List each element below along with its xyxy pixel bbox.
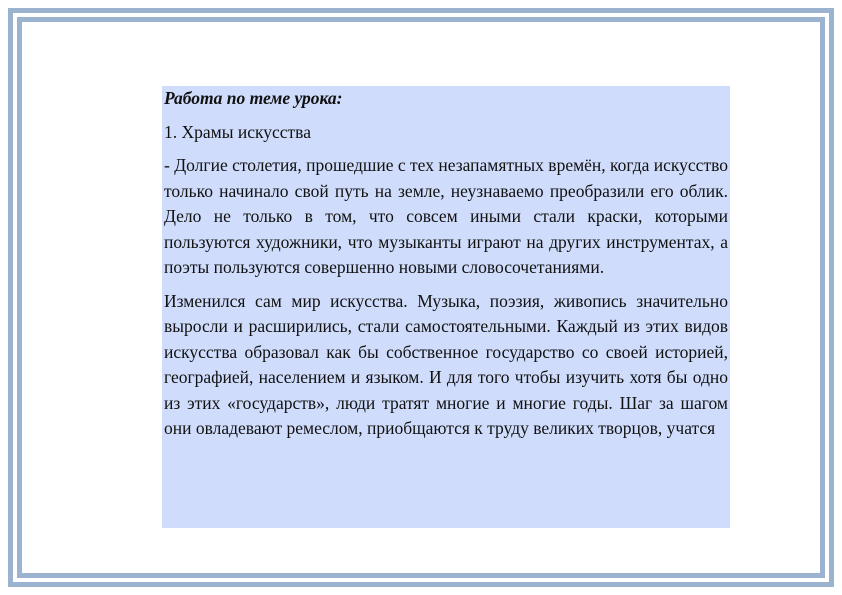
paragraph-2: Изменился сам мир искусства. Музыка, поэзия, живопись значительно выросли и расширились, стали самостоятельными. Каждый из этих видов искусства образовал как бы собственное государство со своей историей, географией, населением и языком. И для того чтобы изучить хотя бы одно из этих «государств», люди тратят многие и многие годы. Шаг за шагом они овладевают ремеслом, приобщаются к труду великих творцов, учатся [164,290,728,438]
lesson-heading: Работа по теме урока: [164,88,343,108]
text-block [162,86,730,528]
list-item-title: 1. Храмы искусства [164,121,311,142]
paragraph-1: - Долгие столетия, прошедшие с тех незапамятных времён, когда искусство только начинало свой путь на земле, неузнаваемо преобразили его облик. Дело не только в том, что совсем иными стали краски, которыми пользуются художники, что музыканты играют на других инструментах, а поэты пользуются совершенно новыми словосочетаниями. [164,155,728,277]
